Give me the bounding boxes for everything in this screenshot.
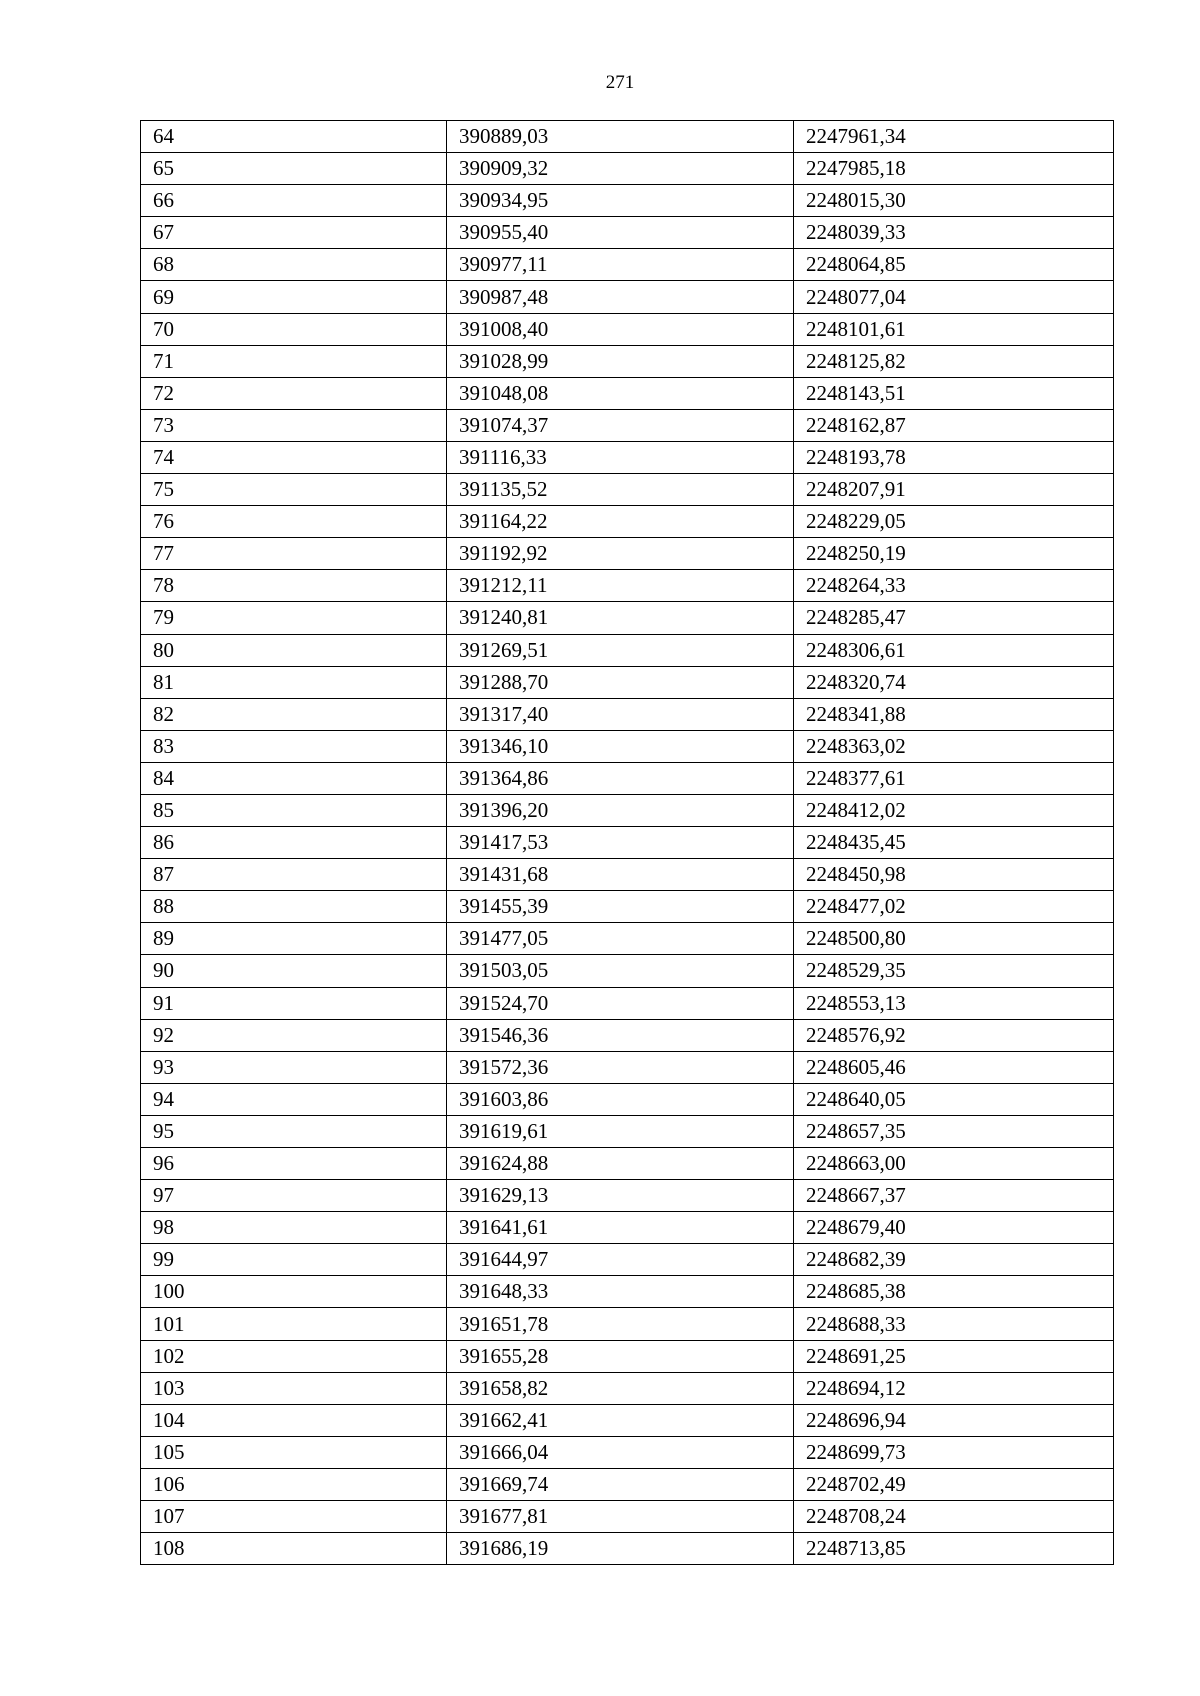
table-row	[141, 441, 1114, 473]
x-coordinate-cell: 391677,81	[447, 1501, 794, 1533]
x-coordinate-cell: 390934,95	[447, 185, 794, 217]
x-coordinate-cell: 391619,61	[447, 1115, 794, 1147]
table-row	[141, 602, 1114, 634]
x-coordinate-cell: 390889,03	[447, 121, 794, 153]
point-number-cell: 89	[141, 923, 447, 955]
x-coordinate-cell: 391192,92	[447, 538, 794, 570]
x-coordinate-cell: 391212,11	[447, 570, 794, 602]
y-coordinate-cell: 2248412,02	[794, 794, 1114, 826]
x-coordinate-cell: 391644,97	[447, 1244, 794, 1276]
y-coordinate-cell: 2248285,47	[794, 602, 1114, 634]
y-coordinate-cell: 2248694,12	[794, 1372, 1114, 1404]
point-number-cell: 71	[141, 345, 447, 377]
table-row	[141, 249, 1114, 281]
point-number-cell: 66	[141, 185, 447, 217]
table-row	[141, 1372, 1114, 1404]
x-coordinate-cell: 391396,20	[447, 794, 794, 826]
point-number-cell: 107	[141, 1501, 447, 1533]
y-coordinate-cell: 2248640,05	[794, 1083, 1114, 1115]
table-row	[141, 923, 1114, 955]
y-coordinate-cell: 2248688,33	[794, 1308, 1114, 1340]
x-coordinate-cell: 391269,51	[447, 634, 794, 666]
point-number-cell: 85	[141, 794, 447, 826]
table-row	[141, 1051, 1114, 1083]
table-row	[141, 185, 1114, 217]
table-row	[141, 217, 1114, 249]
x-coordinate-cell: 391288,70	[447, 666, 794, 698]
table-row	[141, 281, 1114, 313]
table-row	[141, 1533, 1114, 1565]
table-row	[141, 1212, 1114, 1244]
x-coordinate-cell: 391651,78	[447, 1308, 794, 1340]
x-coordinate-cell: 391477,05	[447, 923, 794, 955]
y-coordinate-cell: 2248341,88	[794, 698, 1114, 730]
x-coordinate-cell: 391546,36	[447, 1019, 794, 1051]
x-coordinate-cell: 391048,08	[447, 377, 794, 409]
table-row	[141, 794, 1114, 826]
table-row	[141, 1340, 1114, 1372]
x-coordinate-cell: 391317,40	[447, 698, 794, 730]
table-row	[141, 1244, 1114, 1276]
y-coordinate-cell: 2248377,61	[794, 762, 1114, 794]
y-coordinate-cell: 2248435,45	[794, 827, 1114, 859]
x-coordinate-cell: 391240,81	[447, 602, 794, 634]
y-coordinate-cell: 2248320,74	[794, 666, 1114, 698]
table-row	[141, 121, 1114, 153]
point-number-cell: 90	[141, 955, 447, 987]
point-number-cell: 77	[141, 538, 447, 570]
point-number-cell: 64	[141, 121, 447, 153]
coordinates-table-body	[141, 121, 1114, 1565]
y-coordinate-cell: 2248605,46	[794, 1051, 1114, 1083]
table-row	[141, 345, 1114, 377]
point-number-cell: 99	[141, 1244, 447, 1276]
y-coordinate-cell: 2248477,02	[794, 891, 1114, 923]
point-number-cell: 73	[141, 409, 447, 441]
y-coordinate-cell: 2248193,78	[794, 441, 1114, 473]
x-coordinate-cell: 391455,39	[447, 891, 794, 923]
point-number-cell: 68	[141, 249, 447, 281]
x-coordinate-cell: 391666,04	[447, 1436, 794, 1468]
point-number-cell: 100	[141, 1276, 447, 1308]
point-number-cell: 96	[141, 1148, 447, 1180]
y-coordinate-cell: 2248702,49	[794, 1468, 1114, 1500]
x-coordinate-cell: 391641,61	[447, 1212, 794, 1244]
y-coordinate-cell: 2248708,24	[794, 1501, 1114, 1533]
y-coordinate-cell: 2248696,94	[794, 1404, 1114, 1436]
point-number-cell: 82	[141, 698, 447, 730]
table-row	[141, 377, 1114, 409]
table-row	[141, 474, 1114, 506]
point-number-cell: 95	[141, 1115, 447, 1147]
x-coordinate-cell: 391135,52	[447, 474, 794, 506]
table-row	[141, 1180, 1114, 1212]
table-row	[141, 1308, 1114, 1340]
y-coordinate-cell: 2248064,85	[794, 249, 1114, 281]
x-coordinate-cell: 391603,86	[447, 1083, 794, 1115]
y-coordinate-cell: 2248250,19	[794, 538, 1114, 570]
x-coordinate-cell: 391624,88	[447, 1148, 794, 1180]
y-coordinate-cell: 2248101,61	[794, 313, 1114, 345]
table-row	[141, 827, 1114, 859]
y-coordinate-cell: 2248229,05	[794, 506, 1114, 538]
table-row	[141, 1083, 1114, 1115]
y-coordinate-cell: 2248500,80	[794, 923, 1114, 955]
x-coordinate-cell: 390955,40	[447, 217, 794, 249]
y-coordinate-cell: 2248306,61	[794, 634, 1114, 666]
point-number-cell: 81	[141, 666, 447, 698]
table-row	[141, 698, 1114, 730]
page-number: 271	[605, 72, 635, 93]
table-row	[141, 570, 1114, 602]
table-row	[141, 1276, 1114, 1308]
y-coordinate-cell: 2248363,02	[794, 730, 1114, 762]
table-row	[141, 538, 1114, 570]
x-coordinate-cell: 391524,70	[447, 987, 794, 1019]
x-coordinate-cell: 390987,48	[447, 281, 794, 313]
y-coordinate-cell: 2248682,39	[794, 1244, 1114, 1276]
table-row	[141, 409, 1114, 441]
point-number-cell: 106	[141, 1468, 447, 1500]
point-number-cell: 83	[141, 730, 447, 762]
y-coordinate-cell: 2248667,37	[794, 1180, 1114, 1212]
y-coordinate-cell: 2248699,73	[794, 1436, 1114, 1468]
point-number-cell: 67	[141, 217, 447, 249]
table-row	[141, 1115, 1114, 1147]
x-coordinate-cell: 391572,36	[447, 1051, 794, 1083]
x-coordinate-cell: 391417,53	[447, 827, 794, 859]
point-number-cell: 101	[141, 1308, 447, 1340]
x-coordinate-cell: 390977,11	[447, 249, 794, 281]
x-coordinate-cell: 391028,99	[447, 345, 794, 377]
y-coordinate-cell: 2248553,13	[794, 987, 1114, 1019]
table-row	[141, 955, 1114, 987]
x-coordinate-cell: 391669,74	[447, 1468, 794, 1500]
y-coordinate-cell: 2248077,04	[794, 281, 1114, 313]
table-row	[141, 730, 1114, 762]
table-row	[141, 666, 1114, 698]
table-row	[141, 634, 1114, 666]
y-coordinate-cell: 2248207,91	[794, 474, 1114, 506]
y-coordinate-cell: 2248663,00	[794, 1148, 1114, 1180]
point-number-cell: 79	[141, 602, 447, 634]
y-coordinate-cell: 2248450,98	[794, 859, 1114, 891]
table-row	[141, 762, 1114, 794]
x-coordinate-cell: 391116,33	[447, 441, 794, 473]
table-row	[141, 1501, 1114, 1533]
y-coordinate-cell: 2248015,30	[794, 185, 1114, 217]
x-coordinate-cell: 391662,41	[447, 1404, 794, 1436]
x-coordinate-cell: 390909,32	[447, 153, 794, 185]
point-number-cell: 98	[141, 1212, 447, 1244]
y-coordinate-cell: 2248679,40	[794, 1212, 1114, 1244]
x-coordinate-cell: 391074,37	[447, 409, 794, 441]
table-row	[141, 153, 1114, 185]
point-number-cell: 102	[141, 1340, 447, 1372]
coordinates-table	[140, 120, 1114, 1565]
y-coordinate-cell: 2248264,33	[794, 570, 1114, 602]
y-coordinate-cell: 2248039,33	[794, 217, 1114, 249]
table-row	[141, 506, 1114, 538]
table-row	[141, 1436, 1114, 1468]
point-number-cell: 70	[141, 313, 447, 345]
point-number-cell: 104	[141, 1404, 447, 1436]
point-number-cell: 84	[141, 762, 447, 794]
x-coordinate-cell: 391008,40	[447, 313, 794, 345]
x-coordinate-cell: 391431,68	[447, 859, 794, 891]
point-number-cell: 103	[141, 1372, 447, 1404]
table-row	[141, 987, 1114, 1019]
x-coordinate-cell: 391686,19	[447, 1533, 794, 1565]
point-number-cell: 88	[141, 891, 447, 923]
x-coordinate-cell: 391503,05	[447, 955, 794, 987]
x-coordinate-cell: 391629,13	[447, 1180, 794, 1212]
point-number-cell: 75	[141, 474, 447, 506]
table-row	[141, 891, 1114, 923]
point-number-cell: 86	[141, 827, 447, 859]
y-coordinate-cell: 2248125,82	[794, 345, 1114, 377]
y-coordinate-cell: 2248657,35	[794, 1115, 1114, 1147]
y-coordinate-cell: 2248576,92	[794, 1019, 1114, 1051]
y-coordinate-cell: 2248691,25	[794, 1340, 1114, 1372]
x-coordinate-cell: 391658,82	[447, 1372, 794, 1404]
x-coordinate-cell: 391346,10	[447, 730, 794, 762]
y-coordinate-cell: 2248529,35	[794, 955, 1114, 987]
point-number-cell: 97	[141, 1180, 447, 1212]
table-row	[141, 1148, 1114, 1180]
y-coordinate-cell: 2247985,18	[794, 153, 1114, 185]
x-coordinate-cell: 391648,33	[447, 1276, 794, 1308]
point-number-cell: 94	[141, 1083, 447, 1115]
x-coordinate-cell: 391655,28	[447, 1340, 794, 1372]
point-number-cell: 108	[141, 1533, 447, 1565]
point-number-cell: 65	[141, 153, 447, 185]
point-number-cell: 91	[141, 987, 447, 1019]
y-coordinate-cell: 2248143,51	[794, 377, 1114, 409]
table-row	[141, 859, 1114, 891]
table-row	[141, 1019, 1114, 1051]
y-coordinate-cell: 2247961,34	[794, 121, 1114, 153]
point-number-cell: 93	[141, 1051, 447, 1083]
point-number-cell: 74	[141, 441, 447, 473]
point-number-cell: 87	[141, 859, 447, 891]
point-number-cell: 80	[141, 634, 447, 666]
y-coordinate-cell: 2248685,38	[794, 1276, 1114, 1308]
y-coordinate-cell: 2248162,87	[794, 409, 1114, 441]
table-row	[141, 1468, 1114, 1500]
table-row	[141, 1404, 1114, 1436]
point-number-cell: 78	[141, 570, 447, 602]
point-number-cell: 105	[141, 1436, 447, 1468]
y-coordinate-cell: 2248713,85	[794, 1533, 1114, 1565]
x-coordinate-cell: 391164,22	[447, 506, 794, 538]
point-number-cell: 76	[141, 506, 447, 538]
point-number-cell: 92	[141, 1019, 447, 1051]
point-number-cell: 72	[141, 377, 447, 409]
table-row	[141, 313, 1114, 345]
x-coordinate-cell: 391364,86	[447, 762, 794, 794]
point-number-cell: 69	[141, 281, 447, 313]
